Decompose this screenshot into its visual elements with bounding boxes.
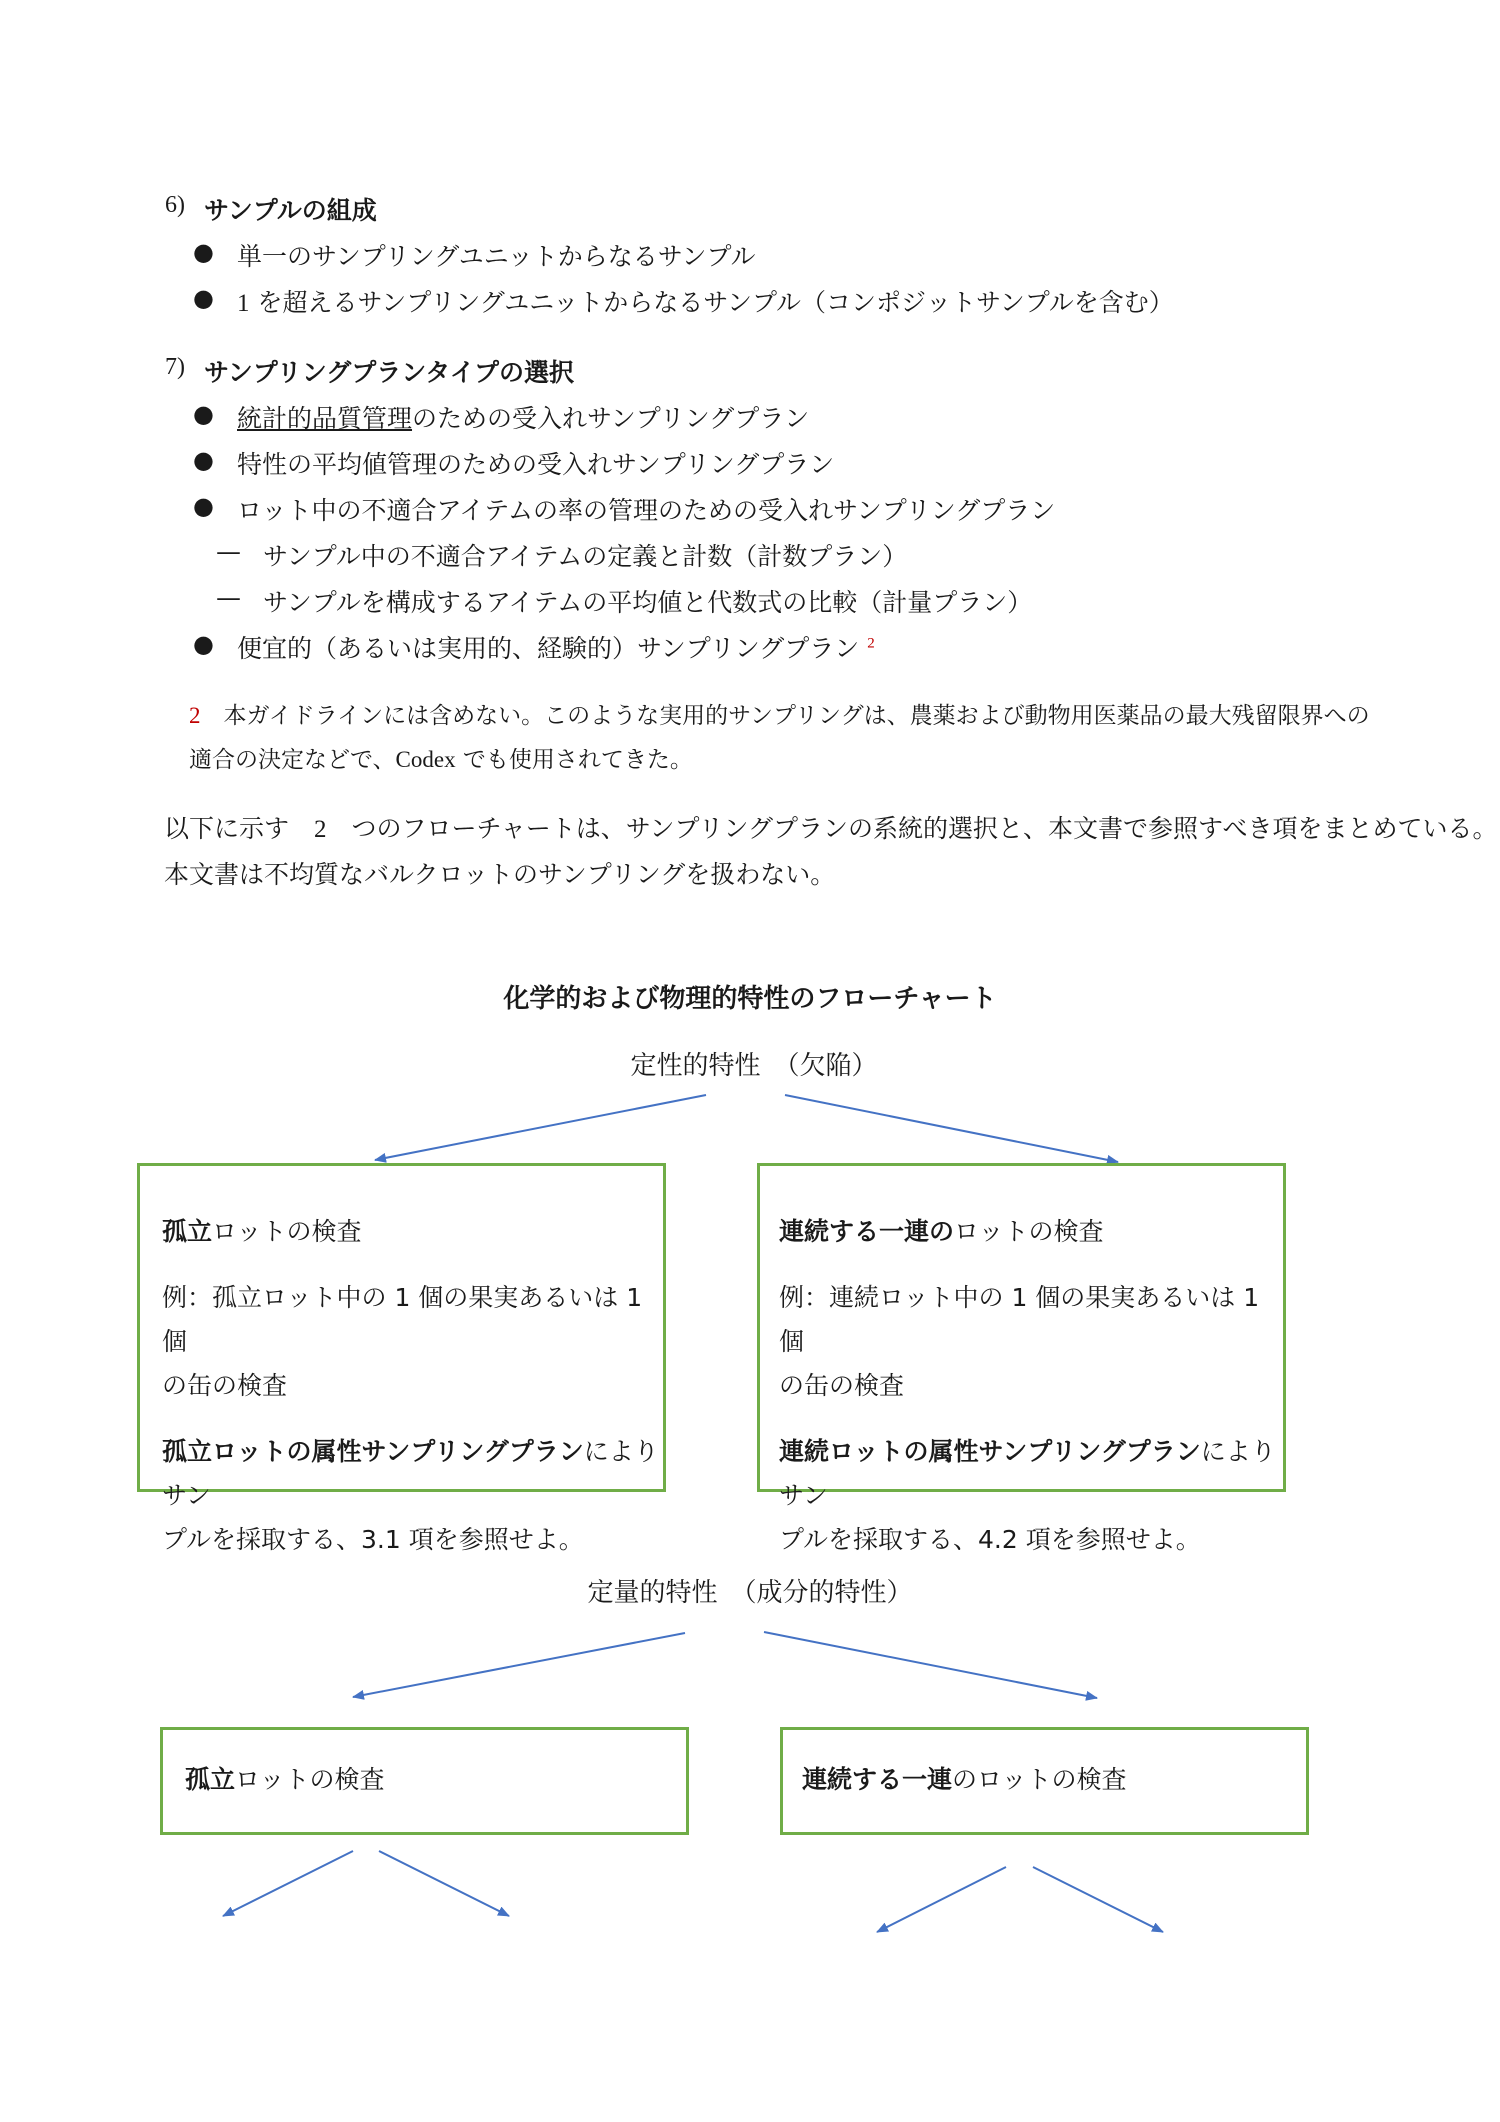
intro-text: 以下に示す: [164, 814, 290, 843]
dash-icon: —: [216, 537, 241, 566]
intro-text: つのフローチャートは、サンプリングプランの系統的選択と、本文書で参照すべき項をまとめている。: [351, 814, 1498, 843]
underlined-term: 統計的品質管理: [237, 404, 413, 433]
box-isolated-lot-quantitative: [160, 1727, 689, 1835]
bullet-text-body: 便宜的（あるいは実用的、経験的）サンプリングプラン: [237, 634, 860, 663]
arrow: [764, 1632, 1097, 1698]
box-plan-line: プルを採取する、3.1 項を参照せよ。: [162, 1525, 584, 1554]
box-title-bold: 連続する一連: [802, 1765, 953, 1794]
bullet-icon: ●: [193, 630, 214, 658]
arrow: [223, 1851, 353, 1916]
box-plan: [779, 1430, 1283, 1562]
box-title: [185, 1758, 686, 1802]
bullet-text-body: のための受入れサンプリングプラン: [412, 404, 810, 433]
footnote-text: 適合の決定などで、: [189, 747, 396, 773]
box-plan-line: プルを採取する、4.2 項を参照せよ。: [779, 1525, 1201, 1554]
box-plan-rest: によりサン: [162, 1437, 659, 1510]
box-title-rest: のロットの検査: [952, 1765, 1127, 1794]
dash-icon: —: [216, 583, 241, 612]
intro-number: 2: [314, 816, 327, 843]
box-title: [802, 1758, 1306, 1802]
box-title-bold: 連続する一連の: [779, 1217, 955, 1246]
footnote-codex: Codex: [395, 747, 456, 772]
box-example-line: の缶の検査: [162, 1371, 288, 1400]
flowchart-title: 化学的および物理的特性のフローチャート: [503, 984, 997, 1014]
box-title-rest: ロットの検査: [212, 1217, 362, 1246]
bullet-icon: ●: [193, 238, 214, 266]
dash-item: サンプル中の不適合アイテムの定義と計数（計数プラン）: [263, 542, 908, 571]
dash-item: サンプルを構成するアイテムの平均値と代数式の比較（計量プラン）: [263, 588, 1033, 617]
bullet-icon: ●: [193, 446, 214, 474]
footnote-ref: 2: [867, 635, 875, 652]
arrow: [785, 1095, 1118, 1162]
box-title-rest: ロットの検査: [954, 1217, 1104, 1246]
box-example-line: 例：連続ロット中の 1 個の果実あるいは 1 個: [779, 1283, 1260, 1356]
box-example: [779, 1276, 1283, 1408]
box-plan-bold: 孤立ロットの属性サンプリングプラン: [162, 1437, 584, 1466]
footnote-text: 本ガイドラインには含めない。このような実用的サンプリングは、農薬および動物用医薬品の最大残留限界への: [223, 703, 1370, 729]
box-example-line: 例：孤立ロット中の 1 個の果実あるいは 1 個: [162, 1283, 643, 1356]
section-6-title: サンプルの組成: [204, 196, 377, 225]
bullet-text: 特性の平均値管理のための受入れサンプリングプラン: [237, 450, 835, 479]
box-continuous-lot-quantitative: [780, 1727, 1309, 1835]
arrow: [1033, 1867, 1163, 1932]
box-title-bold: 孤立: [185, 1765, 236, 1794]
box-isolated-lot-attributes: [137, 1163, 666, 1554]
box-title: [162, 1210, 663, 1254]
box-plan-bold: 連続ロットの属性サンプリングプラン: [779, 1437, 1201, 1466]
box-example-line: の缶の検査: [779, 1371, 905, 1400]
box-plan-rest: によりサン: [779, 1437, 1276, 1510]
box-title-bold: 孤立: [162, 1217, 213, 1246]
qualitative-heading: 定性的特性 （欠陥）: [630, 1051, 878, 1081]
bullet-text: 単一のサンプリングユニットからなるサンプル: [237, 242, 756, 271]
box-continuous-lot-attributes: [757, 1163, 1286, 1554]
section-6-number: 6): [165, 192, 185, 218]
section-7-title: サンプリングプランタイプの選択: [204, 358, 575, 387]
arrow: [375, 1095, 706, 1160]
bullet-text: ロット中の不適合アイテムの率の管理のための受入れサンプリングプラン: [237, 496, 1056, 525]
quantitative-heading: 定量的特性 （成分的特性）: [587, 1578, 913, 1608]
bullet-text-body: を超えるサンプリングユニットからなるサンプル（コンポジットサンプルを含む）: [257, 288, 1174, 317]
box-title: [779, 1210, 1283, 1254]
section-7-number: 7): [165, 354, 185, 380]
box-plan: [162, 1430, 663, 1562]
bullet-icon: ●: [193, 492, 214, 520]
box-title-rest: ロットの検査: [235, 1765, 385, 1794]
arrow: [379, 1851, 509, 1916]
bullet-icon: ●: [193, 284, 214, 312]
footnote-number: 2: [189, 703, 201, 728]
arrow: [877, 1867, 1006, 1932]
bullet-number: 1: [237, 290, 250, 317]
bullet-icon: ●: [193, 400, 214, 428]
intro-line-2: 本文書は不均質なバルクロットのサンプリングを扱わない。: [164, 860, 836, 889]
box-example: [162, 1276, 663, 1408]
arrow: [353, 1633, 685, 1697]
footnote-text: でも使用されてきた。: [462, 747, 693, 773]
